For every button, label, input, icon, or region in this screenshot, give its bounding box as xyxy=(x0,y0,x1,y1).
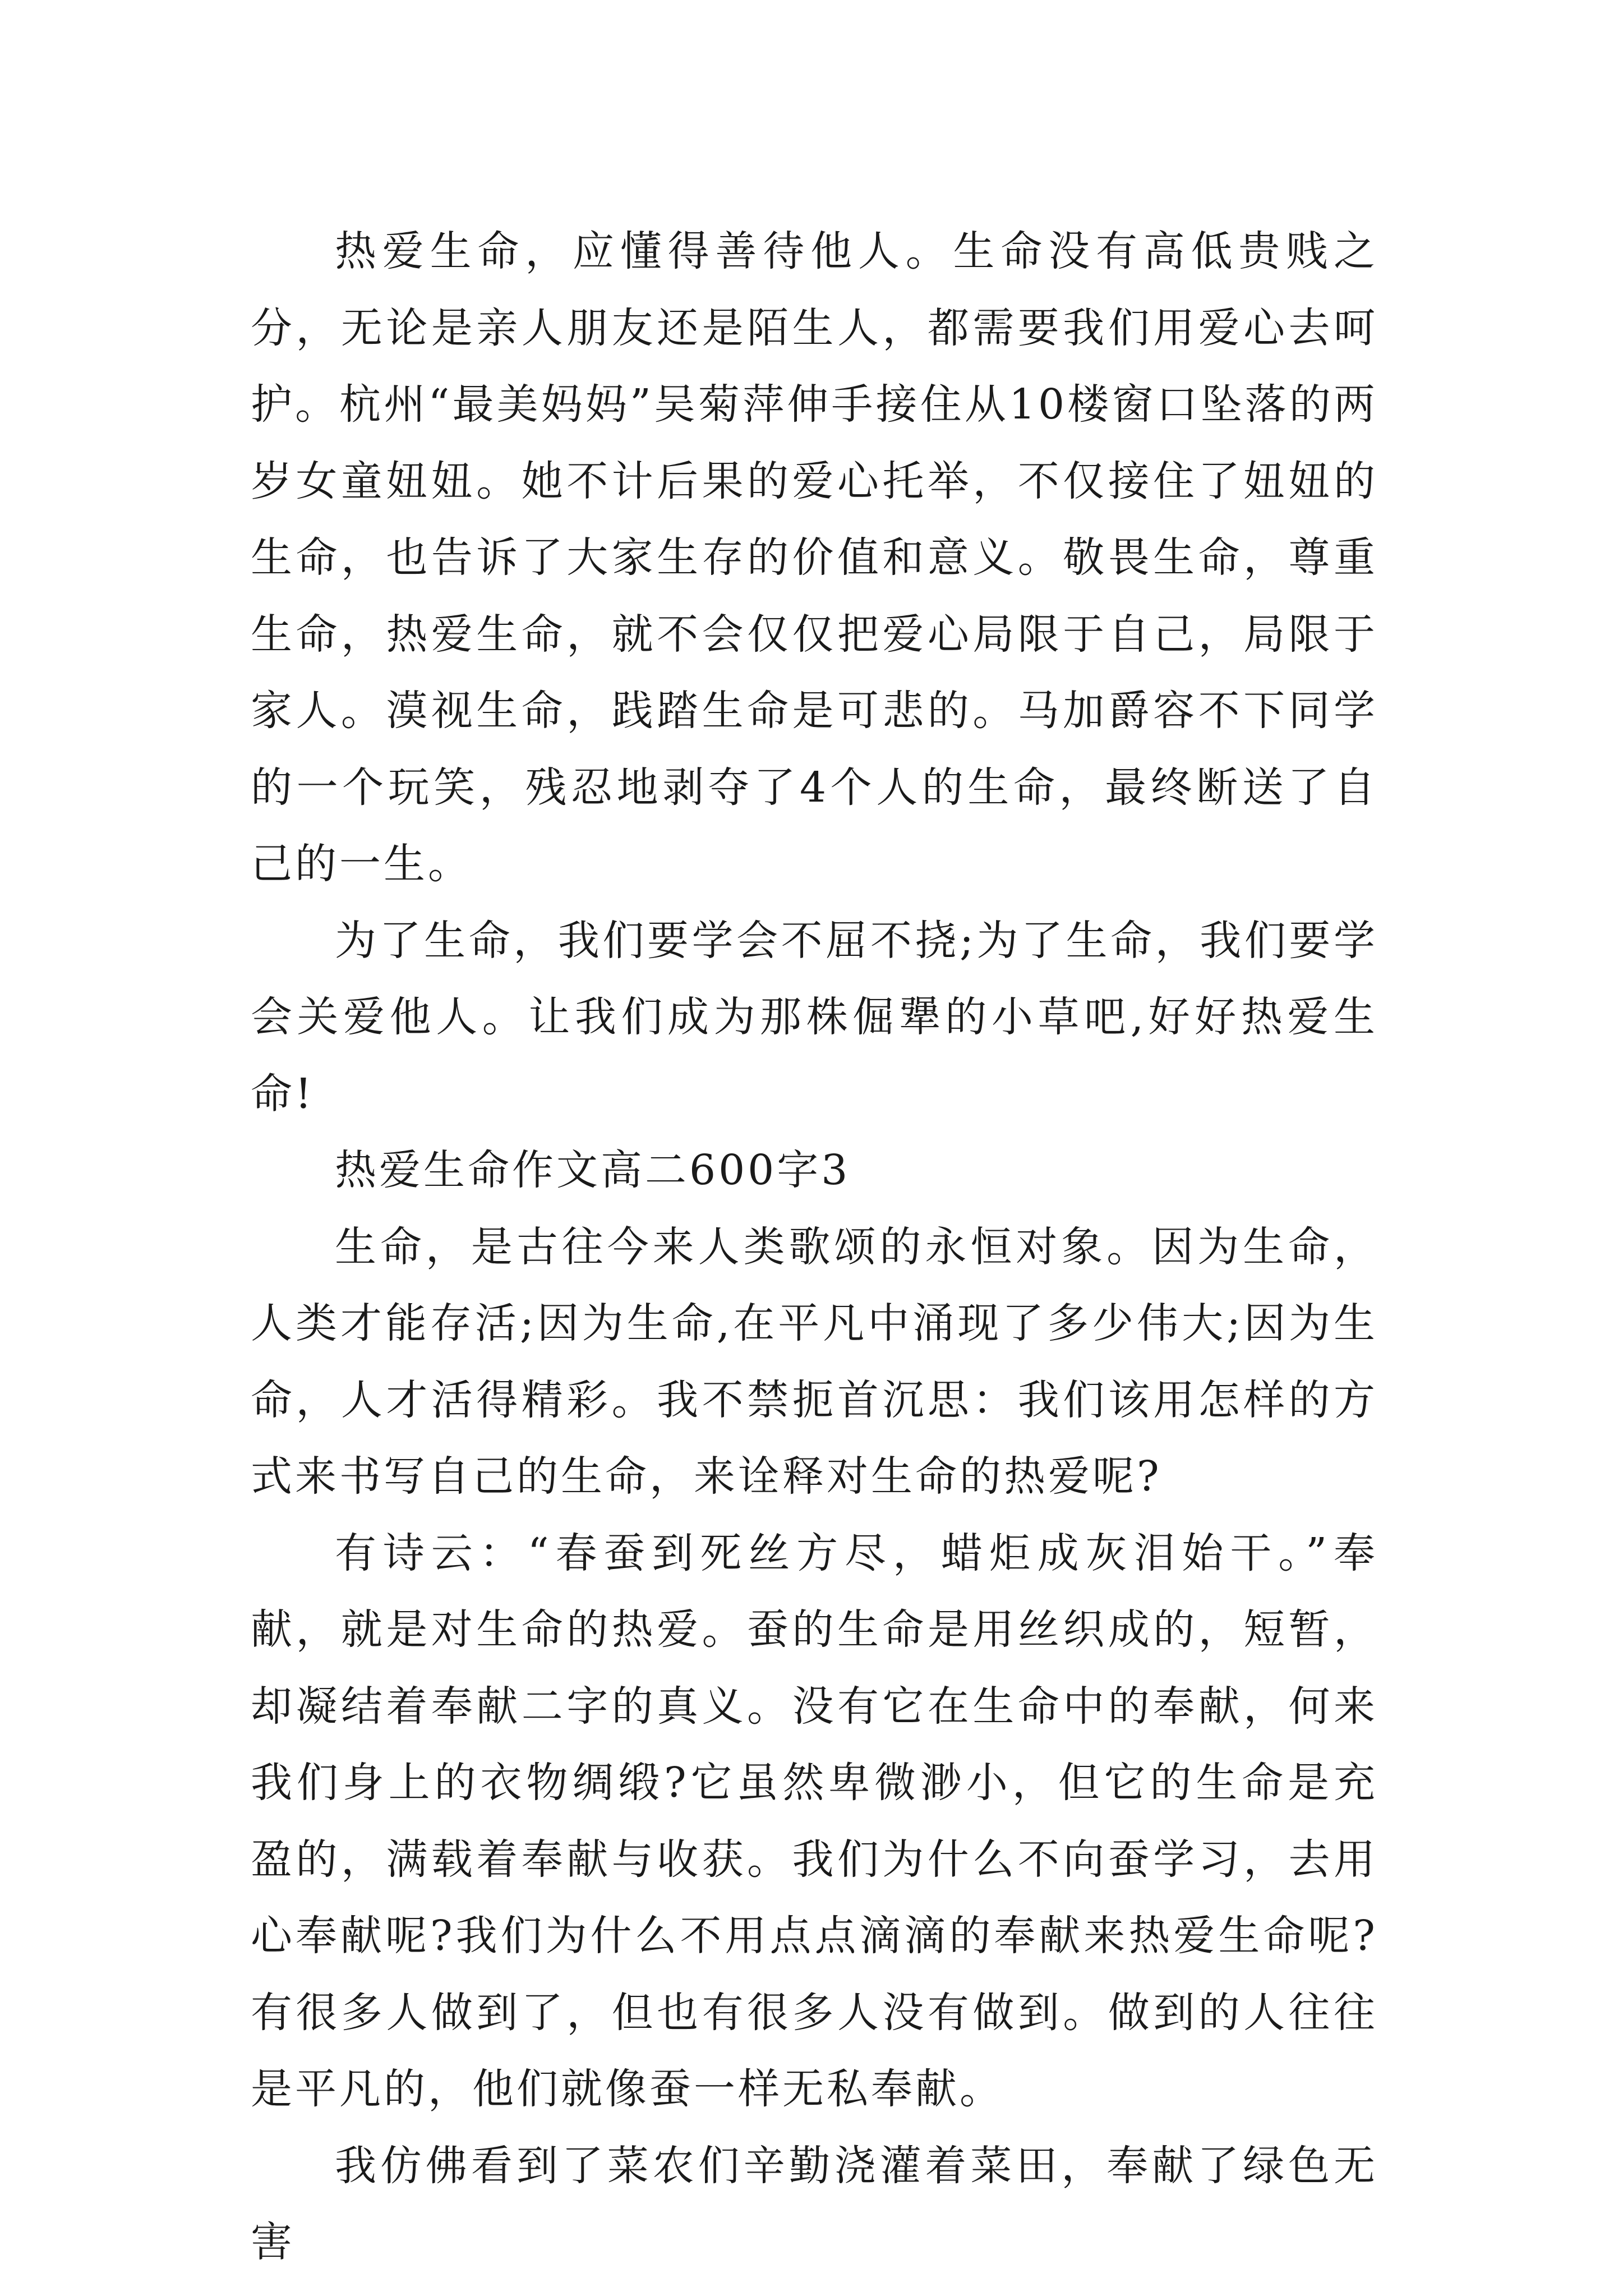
document-body xyxy=(251,213,1378,2281)
paragraph-conclusion: 为了生命，我们要学会不屈不挠;为了生命，我们要学会关爱他人。让我们成为那株倔犟的小草吧,好好热爱生命! xyxy=(251,916,1378,1118)
paragraph-farmers: 我仿佛看到了菜农们辛勤浇灌着菜田，奉献了绿色无害 xyxy=(251,2141,1378,2266)
paragraph-intro: 生命，是古往今来人类歌颂的永恒对象。因为生命，人类才能存活;因为生命,在平凡中涌现了多少伟大;因为生命，人才活得精彩。我不禁扼首沉思：我们该用怎样的方式来书写自己的生命，来诠释对生命的热爱呢? xyxy=(251,1222,1378,1501)
essay-heading: 热爱生命作文高二600字3 xyxy=(335,1146,851,1194)
paragraph-silkworm: 有诗云：“春蚕到死丝方尽，蜡炬成灰泪始干。”奉献，就是对生命的热爱。蚕的生命是用丝织成的，短暂，却凝结着奉献二字的真义。没有它在生命中的奉献，何来我们身上的衣物绸缎?它虽然卑微渺小，但它的生命是充盈的，满载着奉献与收获。我们为什么不向蚕学习，去用心奉献呢?我们为什么不用点点滴滴的奉献来热爱生命呢?有很多人做到了，但也有很多人没有做到。做到的人往往是平凡的，他们就像蚕一样无私奉献。 xyxy=(251,1529,1378,2113)
paragraph-kindness: 热爱生命，应懂得善待他人。生命没有高低贵贱之分，无论是亲人朋友还是陌生人，都需要我们用爱心去呵护。杭州“最美妈妈”吴菊萍伸手接住从10楼窗口坠落的两岁女童妞妞。她不计后果的爱心托举，不仅接住了妞妞的生命，也告诉了大家生存的价值和意义。敬畏生命，尊重生命，热爱生命，就不会仅仅把爱心局限于自己，局限于家人。漠视生命，践踏生命是可悲的。马加爵容不下同学的一个玩笑，残忍地剥夺了4个人的生命，最终断送了自己的一生。 xyxy=(251,227,1378,888)
